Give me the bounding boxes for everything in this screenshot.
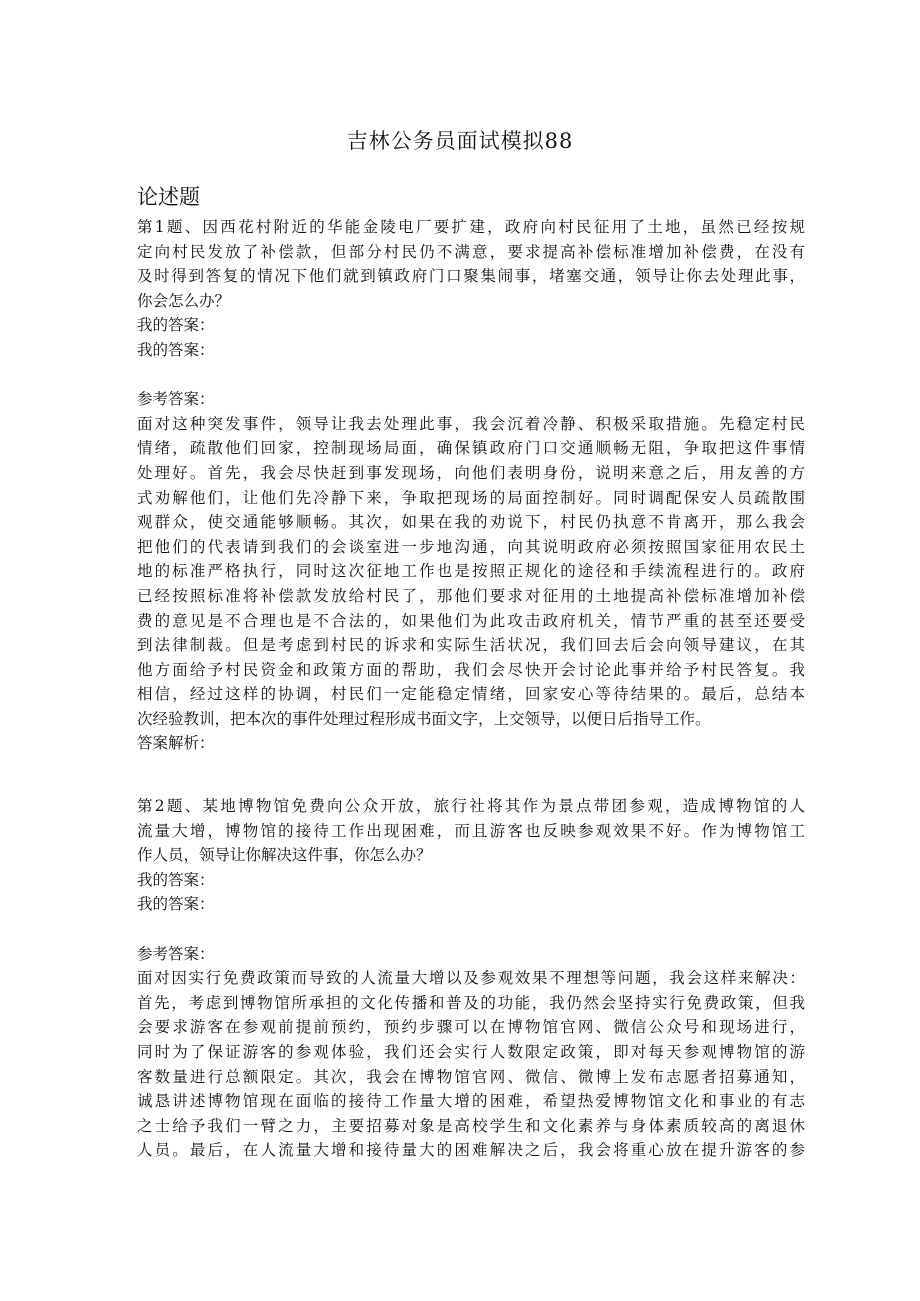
my-answer-label: 我的答案： <box>137 895 215 914</box>
answer-2-line: 之士给予我们一臂之力，主要招募对象是高校学生和文化素养与身体素质较高的离退休 <box>137 1116 805 1135</box>
answer-1-line: 地的标准严格执行，同时这次征地工作也是按照正规化的途径和手续流程进行的。政府 <box>137 562 805 581</box>
answer-2-line: 会要求游客在参观前提前预约，预约步骤可以在博物馆官网、微信公众号和现场进行， <box>137 1018 805 1037</box>
question-1-line: 第1题、因西花村附近的华能金陵电厂要扩建，政府向村民征用了土地，虽然已经按规 <box>137 218 805 236</box>
question-1-line: 定向村民发放了补偿款，但部分村民仍不满意，要求提高补偿标准增加补偿费，在没有 <box>137 242 805 261</box>
answer-2-line: 客数量进行总额限定。其次，我会在博物馆官网、微信、微博上发布志愿者招募通知， <box>137 1067 805 1086</box>
question-1-line: 及时得到答复的情况下他们就到镇政府门口聚集闹事，堵塞交通，领导让你去处理此事， <box>137 267 805 286</box>
section-title: 论述题 <box>137 185 200 209</box>
question-2-line: 作人员，领导让你解决这件事，你怎么办？ <box>137 846 432 865</box>
my-answer-label: 我的答案： <box>137 340 215 359</box>
answer-1-line: 情绪，疏散他们回家，控制现场局面，确保镇政府门口交通顺畅无阻，争取把这件事情 <box>137 439 805 458</box>
answer-1-line: 面对这种突发事件，领导让我去处理此事，我会沉着冷静、积极采取措施。先稳定村民 <box>137 414 805 433</box>
answer-1-line: 到法律制裁。但是考虑到村民的诉求和实际生活状况，我们回去后会向领导建议，在其 <box>137 636 805 655</box>
reference-answer-label: 参考答案： <box>137 390 215 409</box>
answer-analysis-label: 答案解析： <box>137 734 215 753</box>
answer-2-line: 人员。最后，在人流量大增和接待量大的困难解决之后，我会将重心放在提升游客的参 <box>137 1141 805 1160</box>
reference-answer-label: 参考答案： <box>137 944 215 963</box>
answer-2-line: 诚恳讲述博物馆现在面临的接待工作量大增的困难，希望热爱博物馆文化和事业的有志 <box>137 1092 805 1111</box>
blank-line <box>137 363 805 388</box>
answer-1-line: 把他们的代表请到我们的会谈室进一步地沟通，向其说明政府必须按照国家征用农民土 <box>137 537 805 556</box>
answer-1-line: 已经按照标准将补偿款发放给村民了，那他们要求对征用的土地提高补偿标准增加补偿 <box>137 586 805 605</box>
answer-1-line: 费的意见是不合理也是不合法的，如果他们为此攻击政府机关，情节严重的甚至还要受 <box>137 611 805 630</box>
question-1-block <box>137 215 805 756</box>
answer-2-line: 同时为了保证游客的参观体验，我们还会实行人数限定政策，即对每天参观博物馆的游 <box>137 1042 805 1061</box>
answer-1-line: 处理好。首先，我会尽快赶到事发现场，向他们表明身份，说明来意之后，用友善的方 <box>137 463 805 482</box>
answer-1-line: 式劝解他们，让他们先冷静下来，争取把现场的局面控制好。同时调配保安人员疏散围 <box>137 488 805 507</box>
answer-2-line: 面对因实行免费政策而导致的人流量大增以及参观效果不理想等问题，我会这样来解决： <box>137 969 805 988</box>
my-answer-label: 我的答案： <box>137 316 215 335</box>
answer-1-line: 相信，经过这样的协调，村民们一定能稳定情绪，回家安心等待结果的。最后，总结本 <box>137 685 805 704</box>
question-1-line: 你会怎么办？ <box>137 291 231 310</box>
question-2-block <box>137 794 805 1163</box>
question-2-line: 第2题、某地博物馆免费向公众开放，旅行社将其作为景点带团参观，造成博物馆的人 <box>137 797 805 815</box>
document-title: 吉林公务员面试模拟88 <box>346 129 574 153</box>
answer-2-line: 首先，考虑到博物馆所承担的文化传播和普及的功能，我仍然会坚持实行免费政策，但我 <box>137 993 805 1012</box>
question-2-line: 流量大增，博物馆的接待工作出现困难，而且游客也反映参观效果不好。作为博物馆工 <box>137 821 805 840</box>
my-answer-label: 我的答案： <box>137 870 215 889</box>
answer-1-line: 观群众，使交通能够顺畅。其次，如果在我的劝说下，村民仍执意不肯离开，那么我会 <box>137 513 805 532</box>
answer-1-line: 他方面给予村民资金和政策方面的帮助，我们会尽快开会讨论此事并给予村民答复。我 <box>137 660 805 679</box>
answer-1-line: 次经验教训，把本次的事件处理过程形成书面文字，上交领导，以便日后指导工作。 <box>137 709 711 728</box>
blank-line <box>137 917 805 942</box>
